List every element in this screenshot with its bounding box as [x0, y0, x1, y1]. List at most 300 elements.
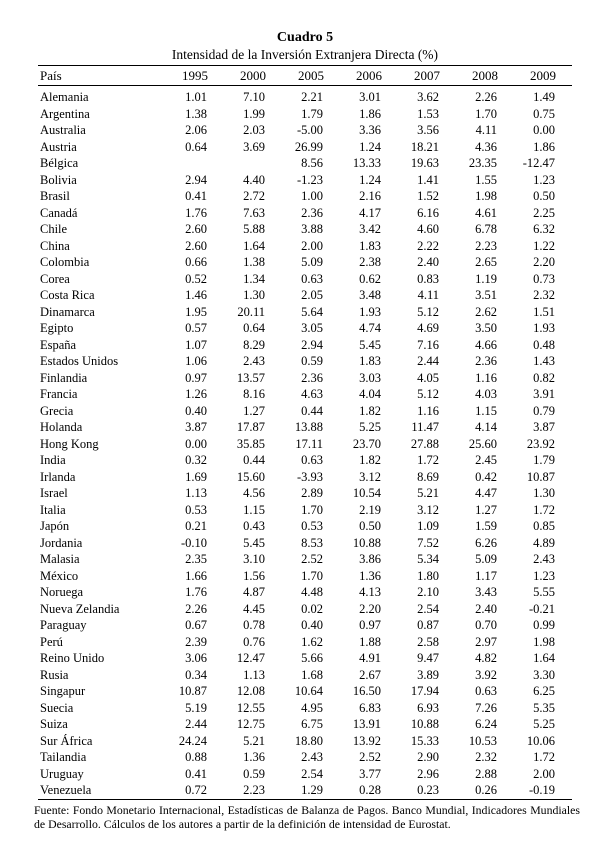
value-cell: 1.27	[243, 403, 265, 418]
value-cell: 2.60	[185, 222, 207, 236]
value-cell: 2.39	[185, 634, 207, 649]
value-cell: 6.24	[475, 717, 497, 731]
table-row	[38, 700, 572, 717]
value-cell: 3.30	[533, 667, 555, 682]
value-cell: 2.60	[185, 238, 207, 253]
country-cell: Bolivia	[40, 172, 77, 187]
value-cell: 1.38	[185, 106, 207, 121]
value-cell: 4.11	[417, 288, 439, 302]
value-cell: 24.24	[178, 733, 207, 748]
value-cell: 2.40	[475, 601, 497, 616]
value-cell: 2.94	[185, 172, 207, 187]
value-cell: 3.42	[359, 222, 381, 236]
value-cell: 0.63	[301, 271, 323, 286]
value-cell: 0.85	[533, 519, 555, 533]
value-cell: 3.86	[359, 552, 381, 566]
value-cell: 4.95	[301, 700, 323, 715]
value-cell: 1.19	[475, 271, 497, 286]
table-row	[38, 617, 572, 634]
value-cell: 6.78	[475, 222, 497, 236]
table-row	[38, 188, 572, 205]
value-cell: 0.78	[243, 618, 265, 632]
table-row	[38, 551, 572, 568]
value-cell: 3.69	[243, 139, 265, 154]
value-cell: 4.14	[475, 420, 497, 434]
table-row	[38, 86, 572, 106]
value-cell: 0.44	[301, 403, 323, 418]
value-cell: 23.35	[468, 156, 497, 170]
value-cell: 0.82	[533, 370, 555, 385]
value-cell: 3.50	[475, 321, 497, 335]
value-cell: 2.94	[301, 337, 323, 352]
value-cell: 4.48	[301, 585, 323, 599]
value-cell: 4.11	[475, 123, 497, 137]
country-cell: Suecia	[40, 700, 74, 715]
country-cell: Reino Unido	[40, 651, 105, 665]
value-cell: 5.21	[243, 733, 265, 748]
value-cell: 5.09	[475, 552, 497, 566]
value-cell: 1.99	[243, 106, 265, 121]
value-cell: 13.92	[352, 733, 381, 748]
table-row	[38, 172, 572, 189]
value-cell: 3.91	[533, 387, 555, 401]
value-cell: 1.93	[359, 304, 381, 319]
country-cell: Perú	[40, 634, 63, 649]
value-cell: 1.07	[185, 337, 207, 352]
value-cell: 1.59	[475, 519, 497, 533]
value-cell: 0.28	[359, 783, 381, 797]
value-cell: 0.64	[185, 139, 207, 154]
table-row	[38, 106, 572, 123]
value-cell: 1.36	[359, 568, 381, 583]
value-cell: 2.52	[359, 750, 381, 764]
value-cell: 3.87	[533, 420, 555, 434]
value-cell: 2.44	[185, 717, 207, 731]
value-cell: 1.72	[533, 502, 555, 517]
value-cell: 1.23	[533, 172, 555, 187]
country-cell: Grecia	[40, 403, 74, 418]
value-cell: 2.65	[475, 255, 497, 269]
value-cell: 0.26	[475, 783, 497, 797]
value-cell: 0.57	[185, 321, 207, 335]
value-cell: 8.69	[417, 469, 439, 484]
value-cell: 10.88	[410, 717, 439, 731]
value-cell: 2.54	[301, 766, 323, 781]
value-cell: 1.15	[475, 403, 497, 418]
value-cell: 3.51	[475, 288, 497, 302]
country-cell: Dinamarca	[40, 304, 95, 319]
value-cell: 2.58	[417, 634, 439, 649]
value-cell: 4.82	[475, 651, 497, 665]
table-row	[38, 716, 572, 733]
table-row	[38, 584, 572, 601]
table-row	[38, 650, 572, 667]
value-cell: 3.36	[359, 123, 381, 137]
value-cell: 4.04	[359, 387, 381, 401]
value-cell: 18.21	[410, 139, 439, 154]
value-cell: 4.45	[243, 601, 265, 616]
value-cell: 2.06	[185, 123, 207, 137]
value-cell: 1.55	[475, 172, 497, 187]
column-header-2007: 2007	[414, 67, 440, 83]
value-cell: 2.26	[185, 601, 207, 616]
value-cell: 1.79	[301, 106, 323, 121]
value-cell: -0.19	[528, 783, 555, 797]
value-cell: 0.59	[301, 354, 323, 368]
value-cell: 0.83	[417, 271, 439, 286]
country-cell: México	[40, 568, 79, 583]
value-cell: 6.93	[417, 700, 439, 715]
value-cell: 3.43	[475, 585, 497, 599]
value-cell: 0.66	[185, 255, 207, 269]
country-cell: Nueva Zelandia	[40, 601, 120, 616]
value-cell: 3.01	[359, 90, 381, 104]
table-row	[38, 304, 572, 321]
table-row	[38, 353, 572, 370]
country-cell: Estados Unidos	[40, 354, 119, 368]
value-cell: 1.30	[243, 288, 265, 302]
country-cell: Jordania	[40, 535, 83, 550]
value-cell: 1.53	[417, 106, 439, 121]
table-row	[38, 254, 572, 271]
value-cell: 0.23	[417, 783, 439, 797]
value-cell: 0.40	[301, 618, 323, 632]
country-cell: Alemania	[40, 90, 89, 104]
value-cell: 3.56	[417, 123, 439, 137]
column-header-2005: 2005	[298, 67, 324, 83]
value-cell: 1.72	[533, 750, 555, 764]
value-cell: 4.61	[475, 205, 497, 220]
value-cell: 15.60	[236, 469, 265, 484]
value-cell: 1.64	[243, 238, 265, 253]
table-header	[38, 66, 572, 86]
value-cell: 1.83	[359, 238, 381, 253]
country-cell: Sur África	[40, 733, 93, 748]
value-cell: 4.91	[359, 651, 381, 665]
value-cell: 4.56	[243, 486, 265, 500]
value-cell: 13.57	[236, 370, 265, 385]
country-cell: Paraguay	[40, 618, 87, 632]
value-cell: 0.73	[533, 271, 555, 286]
table-body	[38, 86, 572, 800]
value-cell: 7.63	[243, 205, 265, 220]
value-cell: 0.48	[533, 337, 555, 352]
value-cell: 11.47	[411, 420, 439, 434]
country-cell: Suiza	[40, 717, 68, 731]
value-cell: 5.64	[301, 304, 323, 319]
value-cell: 2.35	[185, 552, 207, 566]
value-cell: 0.50	[359, 519, 381, 533]
table-row	[38, 122, 572, 139]
value-cell: 2.96	[417, 766, 439, 781]
value-cell: 7.52	[417, 535, 439, 550]
value-cell: 4.69	[417, 321, 439, 335]
value-cell: 2.22	[417, 238, 439, 253]
value-cell: 2.32	[533, 288, 555, 302]
value-cell: 0.67	[185, 618, 207, 632]
value-cell: 26.99	[294, 139, 323, 154]
value-cell: 3.89	[417, 667, 439, 682]
column-header-2009: 2009	[530, 67, 556, 83]
value-cell: 1.16	[417, 403, 439, 418]
value-cell: 6.16	[417, 205, 439, 220]
value-cell: 1.82	[359, 403, 381, 418]
value-cell: 19.63	[410, 156, 439, 170]
value-cell: 2.43	[243, 354, 265, 368]
table-row	[38, 634, 572, 651]
country-cell: Egipto	[40, 321, 74, 335]
value-cell: 12.55	[236, 700, 265, 715]
value-cell: 0.75	[533, 106, 555, 121]
value-cell: 3.77	[359, 766, 381, 781]
value-cell: 1.23	[533, 568, 555, 583]
value-cell: 2.43	[301, 750, 323, 764]
value-cell: 2.72	[243, 189, 265, 203]
value-cell: 1.46	[185, 288, 207, 302]
value-cell	[224, 155, 282, 172]
header-row	[38, 66, 572, 86]
value-cell: 0.00	[533, 123, 555, 137]
country-cell: Irlanda	[40, 469, 76, 484]
value-cell: 27.88	[410, 436, 439, 451]
value-cell: 8.56	[301, 156, 323, 170]
value-cell: 5.34	[417, 552, 439, 566]
value-cell: 8.53	[301, 535, 323, 550]
country-cell: Brasil	[40, 189, 70, 203]
value-cell: 2.03	[243, 123, 265, 137]
value-cell: -5.00	[296, 123, 323, 137]
value-cell: 17.94	[410, 684, 439, 698]
value-cell: 17.87	[236, 420, 265, 434]
value-cell: 6.25	[533, 684, 555, 698]
value-cell: 1.38	[243, 255, 265, 269]
country-cell: Holanda	[40, 420, 83, 434]
value-cell: 0.02	[301, 601, 323, 616]
table-row	[38, 155, 572, 172]
country-cell: España	[40, 337, 77, 352]
value-cell: 5.19	[185, 700, 207, 715]
table-row	[38, 766, 572, 783]
value-cell: 15.33	[410, 733, 439, 748]
table-row	[38, 436, 572, 453]
value-cell: 0.87	[417, 618, 439, 632]
value-cell: 2.16	[359, 189, 381, 203]
value-cell: 1.09	[417, 519, 439, 533]
value-cell: 1.00	[301, 189, 323, 203]
country-cell: Noruega	[40, 585, 84, 599]
table-row	[38, 535, 572, 552]
value-cell: 1.88	[359, 634, 381, 649]
value-cell: 1.34	[243, 271, 265, 286]
value-cell: 2.36	[301, 370, 323, 385]
country-cell: Francia	[40, 387, 78, 401]
value-cell: 2.88	[475, 766, 497, 781]
value-cell: 5.12	[417, 304, 439, 319]
value-cell: 1.24	[359, 139, 381, 154]
value-cell: 1.79	[533, 453, 555, 467]
value-cell: 0.63	[301, 453, 323, 467]
table-row	[38, 370, 572, 387]
value-cell: 1.82	[359, 453, 381, 467]
value-cell: 9.47	[417, 651, 439, 665]
value-cell: 0.43	[243, 519, 265, 533]
value-cell: 12.08	[236, 684, 265, 698]
value-cell: 16.50	[352, 684, 381, 698]
value-cell: 25.60	[468, 436, 497, 451]
value-cell: 10.87	[178, 684, 207, 698]
value-cell: 0.41	[185, 766, 207, 781]
value-cell: 0.53	[301, 519, 323, 533]
value-cell: 1.27	[475, 502, 497, 517]
table-row	[38, 403, 572, 420]
value-cell: 1.30	[533, 486, 555, 500]
country-cell: Corea	[40, 271, 70, 286]
value-cell: 1.86	[533, 139, 555, 154]
country-cell: Malasia	[40, 552, 80, 566]
column-header-2006: 2006	[356, 67, 382, 83]
table-title: Cuadro 5	[276, 30, 334, 45]
value-cell: 6.26	[475, 535, 497, 550]
value-cell: 1.13	[185, 486, 207, 500]
value-cell: -1.23	[296, 172, 323, 187]
value-cell: 0.70	[475, 618, 497, 632]
value-cell: 10.88	[352, 535, 381, 550]
value-cell: 3.87	[185, 420, 207, 434]
value-cell: 7.26	[475, 700, 497, 715]
value-cell: 1.95	[185, 304, 207, 319]
value-cell: 5.88	[243, 222, 265, 236]
value-cell: 2.23	[475, 238, 497, 253]
value-cell: 2.43	[533, 552, 555, 566]
value-cell: 2.25	[533, 205, 555, 220]
value-cell: 12.47	[236, 651, 265, 665]
value-cell: 8.29	[243, 337, 265, 352]
value-cell: -12.47	[522, 156, 555, 170]
value-cell: 1.41	[417, 172, 439, 187]
country-cell: Argentina	[40, 106, 90, 121]
table-row	[38, 320, 572, 337]
value-cell: 1.76	[185, 205, 207, 220]
country-cell: Costa Rica	[40, 288, 95, 302]
value-cell: 1.26	[185, 387, 207, 401]
value-cell: 0.62	[359, 271, 381, 286]
column-header-2000: 2000	[240, 67, 266, 83]
country-cell: Tailandia	[40, 750, 87, 764]
fdi-intensity-table	[38, 65, 572, 800]
value-cell: 5.21	[417, 486, 439, 500]
value-cell: 0.53	[185, 502, 207, 517]
table-row	[38, 221, 572, 238]
value-cell: 1.52	[417, 189, 439, 203]
table-row	[38, 733, 572, 750]
value-cell: 0.64	[243, 321, 265, 335]
value-cell: 1.49	[533, 90, 555, 104]
value-cell: 0.59	[243, 766, 265, 781]
value-cell: 7.16	[417, 337, 439, 352]
value-cell: 3.10	[243, 552, 265, 566]
value-cell: 3.62	[417, 90, 439, 104]
table-row	[38, 287, 572, 304]
value-cell: 6.83	[359, 700, 381, 715]
country-cell: Japón	[40, 519, 70, 533]
value-cell: 5.45	[359, 337, 381, 352]
value-cell: 6.32	[533, 222, 555, 236]
value-cell: 1.15	[243, 502, 265, 517]
value-cell: 1.64	[533, 651, 555, 665]
value-cell: 3.92	[475, 667, 497, 682]
value-cell: 2.20	[359, 601, 381, 616]
value-cell: 1.93	[533, 321, 555, 335]
value-cell: 0.40	[185, 403, 207, 418]
value-cell	[166, 155, 224, 172]
country-cell: Colombia	[40, 255, 90, 269]
value-cell: 2.97	[475, 634, 497, 649]
value-cell: 2.20	[533, 255, 555, 269]
column-header-1995: 1995	[182, 67, 208, 83]
country-cell: Rusia	[40, 667, 69, 682]
country-cell: Finlandia	[40, 370, 88, 385]
value-cell: 13.88	[294, 420, 323, 434]
value-cell: 5.12	[417, 387, 439, 401]
value-cell: 1.70	[301, 568, 323, 583]
value-cell: 1.69	[185, 469, 207, 484]
value-cell: 5.45	[243, 535, 265, 550]
value-cell: 1.76	[185, 585, 207, 599]
table-row	[38, 749, 572, 766]
value-cell: 10.64	[294, 684, 323, 698]
value-cell: 1.17	[475, 568, 497, 583]
table-row	[38, 452, 572, 469]
value-cell: 0.79	[533, 403, 555, 418]
value-cell: 0.21	[185, 519, 207, 533]
value-cell: 3.05	[301, 321, 323, 335]
value-cell: 1.66	[185, 568, 207, 583]
value-cell: 0.88	[185, 750, 207, 764]
value-cell: 1.36	[243, 750, 265, 764]
value-cell: 4.87	[243, 585, 265, 599]
value-cell: 1.01	[185, 90, 207, 104]
value-cell: 23.92	[526, 436, 555, 451]
country-cell: China	[40, 238, 70, 253]
country-cell: Bélgica	[40, 156, 79, 170]
value-cell: 0.34	[185, 667, 207, 682]
value-cell: 0.72	[185, 783, 207, 797]
value-cell: 4.60	[417, 222, 439, 236]
value-cell: 10.53	[468, 733, 497, 748]
country-cell: Chile	[40, 222, 68, 236]
country-cell: Canadá	[40, 205, 78, 220]
value-cell: 1.43	[533, 354, 555, 368]
value-cell: 2.62	[475, 304, 497, 319]
value-cell: 0.32	[185, 453, 207, 467]
value-cell: 2.89	[301, 486, 323, 500]
country-cell: India	[40, 453, 66, 467]
value-cell: 2.21	[301, 90, 323, 104]
value-cell: 1.98	[475, 189, 497, 203]
value-cell: 3.03	[359, 370, 381, 385]
value-cell: 0.44	[243, 453, 265, 467]
value-cell: 4.03	[475, 387, 497, 401]
value-cell: 4.66	[475, 337, 497, 352]
value-cell: 1.80	[417, 568, 439, 583]
value-cell: 23.70	[352, 436, 381, 451]
value-cell: 2.00	[533, 766, 555, 781]
value-cell: 4.40	[243, 172, 265, 187]
value-cell: 4.13	[359, 585, 381, 599]
table-row	[38, 502, 572, 519]
value-cell: 0.52	[185, 271, 207, 286]
country-cell: Israel	[40, 486, 68, 500]
